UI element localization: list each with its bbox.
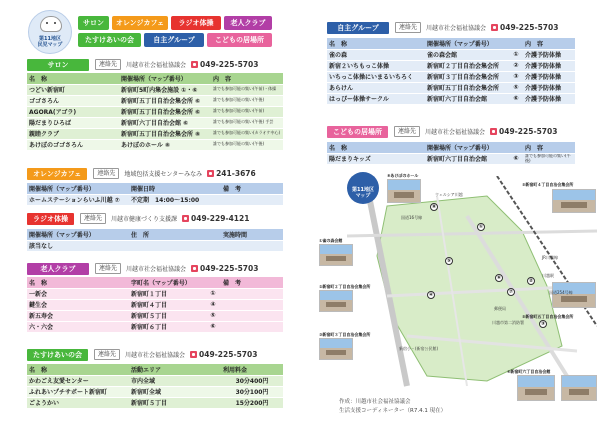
mascot-face (40, 16, 62, 32)
phone-icon (490, 128, 497, 135)
mascot-text: 第11地区 民児マップ (37, 36, 63, 48)
photo-shinjuku2 (319, 290, 353, 312)
radio-phone: 049-229-4121 (182, 214, 249, 223)
jishu-phone: 049-225-5703 (491, 23, 558, 32)
phone-icon (191, 61, 198, 68)
table-row: 陽だまりひろば 新宿町六丁目自治会館 ⑥ 誰でも参加可能の集い(午後) 手芸 (27, 117, 283, 128)
orange-header (27, 167, 256, 180)
kodomo-org: 川越市社会福祉協議会 (425, 129, 486, 136)
tag-kodomo: こどもの居場所 (207, 33, 272, 47)
photo-chonai-hall (561, 375, 597, 401)
orange-contact-label: 連絡先 (93, 168, 119, 179)
label-route254: 国道254号線 (549, 290, 573, 295)
label-route16: 国道16号線 (401, 215, 423, 220)
salon-phone: 049-225-5703 (191, 60, 258, 69)
tasuke-phone: 049-225-5703 (190, 350, 257, 359)
salon-org: 川越市社会福祉協議会 (126, 62, 187, 69)
label-post-office: 郵便局 (494, 306, 506, 311)
tag-orange-cafe: オレンジカフェ (112, 16, 168, 30)
table-row: ゴゴさろん 新宿町五丁目自治会集会所 ⑥ 誰でも参加可能の集い(午後) (27, 95, 283, 106)
map-marker-7: ⑦ (508, 289, 514, 295)
table-row: AGORA(アゴラ) 新宿町五丁目自治会集会所 ⑥ 誰でも参加可能の集い(午前) (27, 106, 283, 117)
photo-shinjuku4 (552, 189, 596, 213)
elder-org: 川越市社会福祉協議会 (126, 266, 187, 273)
map-marker-6: ⑥ (496, 275, 502, 281)
kodomo-phone: 049-225-5703 (490, 127, 557, 136)
jishu-title: 自主グループ (327, 22, 389, 34)
photo-label: ⑤新宿町五丁目自治会集会所 (522, 314, 574, 319)
radio-contact-label: 連絡先 (80, 213, 106, 224)
photo-suzume-hall (319, 244, 353, 266)
photo-akebono-hall (387, 179, 421, 203)
radio-title: ラジオ体操 (27, 213, 74, 225)
map-marker-2: ② (528, 278, 534, 284)
table-row: 新宿２いちもっこ体操 新宿町２丁目自治会集会所 ② 介護予防体操 (327, 60, 575, 71)
jishu-table: 名 称 開催場所（マップ番号） 内 容 雀の森 雀の森会館 ① 介護予防体操 新宿２いちもっこ体操 新宿町２丁目自治会集会所 ② 介護予防体操 いちっこ体操にいまるいちろく 新宿町３丁目自治会集会所 ③ 介護予防体操 あらけん 新宿町五丁目自治会集会所 ⑤ 介護予防体操 はっぴー体操サークル 新宿町六丁目自治会館 ⑥ 介護予防体操 (327, 38, 575, 105)
label-school: 新宿小・(新宿公民館) (399, 346, 439, 351)
tag-salon: サロン (78, 16, 109, 30)
table-row: かわごえ友愛センター 市内全域 30分400円 (27, 375, 283, 386)
kodomo-contact-label: 連絡先 (394, 126, 420, 137)
tag-radio-exercise: ラジオ体操 (171, 16, 221, 30)
tag-elder-club: 老人クラブ (224, 16, 272, 30)
district-map (317, 170, 597, 406)
tag-tasukeai: たすけあいの会 (78, 33, 141, 47)
orange-title: オレンジカフェ (27, 168, 87, 180)
table-row: 該当なし (27, 240, 283, 251)
label-jr-line: JR川越線 (542, 255, 558, 260)
radio-header (27, 212, 249, 225)
map-marker-1: ① (478, 224, 484, 230)
table-row: 親睦クラブ 新宿町五丁目自治会集会所 ⑧ 誰でも参加可能の集い(カラオケ中心) (27, 128, 283, 139)
phone-icon (191, 265, 198, 272)
elder-contact-label: 連絡先 (95, 263, 121, 274)
table-row: ふれあいプチサポート新宿町 新宿町全域 30分100円 (27, 386, 283, 397)
elder-table: 名 称 字町名（マップ番号） 備 考 一新会 新宿町１丁目 ① 鍵生会 新宿町４丁目 ④ 新五寿会 新宿町５丁目 ⑤ 六・六会 新宿町６丁目 ⑥ (27, 277, 283, 333)
photo-label: ⑤新宿町４丁目自治会集会所 (522, 182, 574, 187)
map-marker-8: ⑧ (431, 204, 437, 210)
table-row: 雀の森 雀の森会館 ① 介護予防体操 (327, 49, 575, 60)
map-mascot: 第11地区 マップ (347, 172, 379, 204)
tasuke-org: 川越市社会福祉協議会 (125, 352, 186, 359)
tasuke-table: 名 称 活動エリア 利用料金 かわごえ友愛センター 市内全域 30分400円 ふれあいプチサポート新宿町 新宿町全域 30分100円 ごようかい 新宿町５丁目 15分200円 (27, 364, 283, 409)
tasuke-title: たすけあいの会 (27, 349, 88, 361)
jishu-header (327, 21, 558, 34)
table-row: 鍵生会 新宿町４丁目 ④ (27, 299, 283, 310)
tag-jishu-group: 自主グループ (144, 33, 204, 47)
map-marker-5: ⑤ (446, 258, 452, 264)
jishu-org: 川越市社会福祉協議会 (426, 25, 487, 32)
salon-table: 名 称 開催場所（マップ番号） 内 容 つどい新宿町 新宿町5町内集会施設 ①・⑥ 誰でも参加可能の集い(午前)・体操 ゴゴさろん 新宿町五丁目自治会集会所 ⑥ 誰でも参加可能の集い(午後) AGORA(アゴラ) 新宿町五丁目自治会集会所 ⑥ 誰でも参加可能の集い(午前) 陽だまりひろば 新宿町六丁目自治会館 ⑥ 誰でも参加可能の集い(午後) 手芸 親睦クラブ 新宿町五丁目自治会集会所 ⑧ 誰でも参加可能の集い(カラオケ中心) あけぼのゴゴさろん あけぼのホール ⑧ 誰でも参加可能の集い(午後) (27, 73, 283, 151)
footer-line2: 生活支援コーディネーター（R7.4.1 現在） (339, 408, 447, 414)
table-row: あらけん 新宿町五丁目自治会集会所 ⑤ 介護予防体操 (327, 82, 575, 93)
phone-icon (182, 215, 189, 222)
photo-label: ①雀の森会館 (319, 238, 343, 243)
orange-phone: 241-3676 (207, 169, 256, 178)
phone-icon (491, 24, 498, 31)
table-row: あけぼのゴゴさろん あけぼのホール ⑧ 誰でも参加可能の集い(午後) (27, 139, 283, 150)
kodomo-table: 名 称 開催場所（マップ番号） 内 容 陽だまりキッズ 新宿町六丁目自治会館 ⑥ 誰でも参加可能の集い(午後) (327, 142, 575, 165)
orange-org: 地域包括支援センターみなみ (124, 171, 203, 178)
mascot-logo (28, 10, 72, 54)
label-station: 川越駅 (542, 273, 554, 278)
salon-header (27, 58, 258, 71)
radio-org: 川越市健康づくり支援課 (111, 216, 178, 223)
jishu-contact-label: 連絡先 (395, 22, 421, 33)
tasuke-header (27, 348, 257, 361)
table-row: はっぴー体操サークル 新宿町六丁目自治会館 ⑥ 介護予防体操 (327, 93, 575, 104)
footer-line1: 作成：川越市社会福祉協議会 (339, 399, 411, 405)
label-fire-station: 川越市第二消防署 (492, 320, 524, 325)
photo-shinjuku3 (319, 338, 353, 360)
photo-label: ②新宿町２丁目自治会集会所 (319, 284, 371, 289)
kodomo-header (327, 125, 557, 138)
table-row: ホームステーションらいふ川越 ⑦ 不定期 14:00～15:00 (27, 194, 283, 205)
kodomo-title: こどもの居場所 (327, 126, 388, 138)
map-marker-3: ③ (540, 321, 546, 327)
elder-phone: 049-225-5703 (191, 264, 258, 273)
salon-title: サロン (27, 59, 89, 71)
orange-table: 開催場所（マップ番号） 開催日時 備 考 ホームステーションらいふ川越 ⑦ 不定期 14:00～15:00 (27, 183, 283, 206)
photo-label: ③新宿町３丁目自治会集会所 (319, 332, 371, 337)
table-row: 陽だまりキッズ 新宿町六丁目自治会館 ⑥ 誰でも参加可能の集い(午後) (327, 153, 575, 164)
table-row: ごようかい 新宿町５丁目 15分200円 (27, 397, 283, 408)
elder-title: 老人クラブ (27, 263, 89, 275)
label-welcia: ウェルシア川越 (435, 192, 463, 197)
photo-shinjuku6 (517, 375, 555, 401)
table-row: 一新会 新宿町１丁目 ① (27, 288, 283, 299)
photo-label: ⑥新宿町六丁目自治会館 (507, 369, 551, 374)
salon-contact-label: 連絡先 (95, 59, 121, 70)
phone-icon (207, 170, 214, 177)
elder-header (27, 262, 258, 275)
map-marker-4: ④ (428, 292, 434, 298)
table-row: 新五寿会 新宿町５丁目 ⑤ (27, 310, 283, 321)
table-row: つどい新宿町 新宿町5町内集会施設 ①・⑥ 誰でも参加可能の集い(午前)・体操 (27, 84, 283, 95)
table-row: いちっこ体操にいまるいちろく 新宿町３丁目自治会集会所 ③ 介護予防体操 (327, 71, 575, 82)
table-row: 六・六会 新宿町６丁目 ⑥ (27, 321, 283, 332)
tasuke-contact-label: 連絡先 (94, 349, 120, 360)
photo-label: ⑧あけぼのホール (387, 173, 419, 178)
radio-table: 開催場所（マップ番号） 住 所 実施時間 該当なし (27, 229, 283, 252)
phone-icon (190, 351, 197, 358)
